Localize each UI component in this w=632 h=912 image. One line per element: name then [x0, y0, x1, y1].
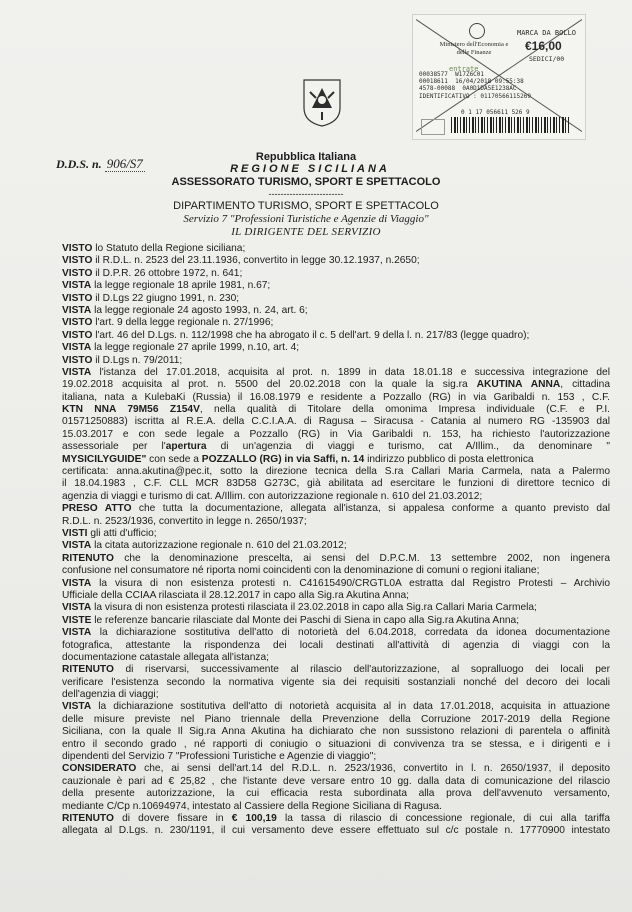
line-text: gli atti d'ufficio;	[87, 527, 157, 539]
line-text: l'art. 46 del D.Lgs. n. 112/1998 che ha abrogato il c. 5 dell'art. 9 della l. n. 217/83 (legge quadro);	[92, 329, 530, 341]
header-assessorato: ASSESSORATO TURISMO, SPORT E SPETTACOLO	[171, 176, 441, 188]
bold-keyword: RITENUTO	[62, 552, 114, 564]
body-line	[62, 255, 610, 267]
body-line	[62, 392, 610, 404]
body-line	[62, 813, 610, 825]
line-text: la legge regionale 27 aprile 1999, n.10, art. 4;	[91, 342, 300, 354]
line-text: che, ai sensi dell'art.14 del R.D.L. n. 2523/1936, convertito in l. n. 2650/1937, il deposito	[136, 763, 610, 775]
bold-keyword: PRESO ATTO	[62, 503, 132, 515]
body-line	[62, 466, 610, 478]
body-line	[62, 590, 610, 602]
line-text: l'istanza del 17.01.2018, acquisita al prot. n. 1899 in data 18.01.18 e successiva integrazione del	[91, 366, 610, 378]
line-text: di dovere fissare in	[113, 812, 232, 824]
bold-keyword: VISTA	[62, 280, 92, 292]
bold-keyword: € 100,19	[231, 812, 277, 824]
body-line	[62, 441, 610, 453]
body-line	[62, 379, 610, 391]
line-text: 15.03.2017 e con sede legale a Pozzallo (RG) in Via Garibaldi n. 153, ha richiesto l'autorizzazione	[62, 428, 610, 440]
header-region: REGIONE SICILIANA	[230, 163, 390, 175]
bold-keyword: KTN NNA 79M56 Z154V	[62, 404, 200, 416]
bold-keyword: VISTO	[62, 329, 93, 341]
line-text: di riservarsi, successivamente al rilascio dell'autorizzazione, al sopralluogo dei locali per	[113, 664, 610, 676]
body-line	[62, 503, 610, 515]
line-text: dipendenti del Servizio 7 "Professioni Turistiche e Agenzie di viaggio";	[62, 751, 377, 763]
body-line	[62, 280, 610, 292]
decree-label: D.D.S. n.	[56, 157, 102, 171]
body-line	[62, 751, 610, 763]
line-text: , nella qualità di Titolare della omonima Impresa individuale (C.F. e P.I.	[199, 404, 610, 416]
bold-keyword: MYSICILYGUIDE"	[62, 453, 147, 465]
line-text: delle misure previste nel Piano triennale della Prevenzione della Corruzione 2017-2019 della Regione	[62, 713, 610, 725]
line-text: 01571250883) iscritta al R.E.A. della C.C.I.A.A. di Ragusa – Siracusa - Catania al numero RG -135903 dal	[62, 416, 610, 428]
line-text: che la denominazione prescelta, ai sensi del D.P.C.M. 13 settembre 2002, non ingenera	[113, 552, 610, 564]
line-text: di un'agenzia di viaggi e turismo, cat A/Illim., da denominare "	[206, 441, 610, 453]
line-text: verificare l'esistenza secondo la normativa vigente sia dei requisiti sostanziali nonché del decoro dei locali	[62, 676, 610, 688]
stamp-amount-words: SEDICI/00	[529, 55, 565, 63]
bold-keyword: RITENUTO	[62, 664, 114, 676]
body-line	[62, 776, 610, 788]
body-line	[62, 602, 610, 614]
bold-keyword: VISTE	[62, 614, 92, 626]
body-line	[62, 540, 610, 552]
bold-keyword: VISTA	[62, 577, 92, 589]
line-text: il D.Lgs n. 79/2011;	[92, 354, 183, 366]
stamp-ministry: Ministero dell'Economia e delle Finanze	[439, 41, 509, 56]
line-text: certificata: anna.akutina@pec.it, sotto la direzione tecnica della S.ra Callari Maria Carmela, nata a Palermo	[62, 466, 610, 478]
body-line	[62, 367, 610, 379]
bold-keyword: VISTA	[62, 366, 92, 378]
line-text: le referenze bancarie rilasciate dal Monte dei Paschi di Siena in capo alla Sig.ra Akutina Anna;	[91, 614, 520, 626]
line-text: entro il secondo grado , né rapporti di coniugio o situazioni di convivenza tra se stessa, e i dirigenti e i	[62, 738, 610, 750]
line-text: italiana, nata a KulebaKi (Russia) il 16.08.1979 e residente a Pozzallo (RG) in via Garibaldi n. 153 , C.F.	[62, 391, 610, 403]
header-divider: -------------------------	[268, 189, 344, 199]
bold-keyword: VISTA	[62, 540, 92, 552]
body-line	[62, 701, 610, 713]
line-text: dell'agenzia di viaggi;	[62, 689, 159, 701]
decree-number-value: 906/S7	[106, 156, 143, 171]
body-line	[62, 801, 610, 813]
line-text: cauzionale è pari ad € 25,82 , che l'istante deve versare entro 10 gg. dalla data di comunicazione del rilascio	[62, 775, 610, 787]
line-text: mediante C/Cp n.10694974, intestato al Cassiere della Regione Siciliana di Ragusa.	[62, 800, 443, 812]
body-line	[62, 689, 610, 701]
bold-keyword: VISTA	[62, 627, 92, 639]
body-line	[62, 342, 610, 354]
header-department: DIPARTIMENTO TURISMO, SPORT E SPETTACOLO	[173, 200, 439, 212]
line-text: il D.Lgs 22 giugno 1991, n. 230;	[92, 292, 240, 304]
line-text: assessoriale per l'	[62, 441, 166, 453]
header-republic: Repubblica Italiana	[255, 151, 357, 163]
body-line	[62, 305, 610, 317]
body-line	[62, 293, 610, 305]
line-text: la dichiarazione sostitutiva dell'atto di notorietà acquisita al in data 17.01.2018, acquisita in attuazione	[91, 701, 610, 713]
state-seal-icon	[469, 23, 485, 39]
bold-keyword: CONSIDERATO	[62, 763, 137, 775]
line-text: lo Statuto della Regione siciliana;	[92, 243, 246, 254]
line-text: la tassa di rilascio di concessione regionale, di cui alla tariffa	[276, 812, 610, 824]
line-text: la legge regionale 18 aprile 1981, n.67;	[91, 280, 271, 292]
body-line	[62, 565, 610, 577]
bold-keyword: VISTO	[62, 317, 93, 329]
line-text: la legge regionale 24 agosto 1993, n. 24, art. 6;	[91, 304, 308, 316]
body-line	[62, 454, 610, 466]
body-line	[62, 627, 610, 639]
line-text: il D.P.R. 26 ottobre 1972, n. 641;	[92, 267, 243, 279]
body-line	[62, 739, 610, 751]
body-line	[62, 528, 610, 540]
bold-keyword: VISTA	[62, 304, 92, 316]
body-line	[62, 726, 610, 738]
body-line	[62, 553, 610, 565]
bold-keyword: VISTA	[62, 342, 92, 354]
line-text: , cittadina	[560, 379, 610, 391]
body-line	[62, 317, 610, 329]
line-text: la visura di non esistenza protesti n. C41615490/CRGTL0A estratta dal Registro Protesti – Archivio	[91, 577, 610, 589]
bold-keyword: VISTO	[62, 255, 93, 267]
bold-keyword: apertura	[165, 441, 207, 453]
stamp-qr-icon	[421, 119, 445, 135]
region-emblem-icon	[302, 78, 342, 128]
body-line	[62, 788, 610, 800]
body-line	[62, 429, 610, 441]
stamp-barcode-number: 0 1 17 056611 526 9	[461, 109, 530, 116]
line-text: l'art. 9 della legge regionale n. 27/1996;	[92, 317, 274, 329]
line-text: fotografica, attestante la rispondenza dei locali destinati all'attività di agenzia di viaggi con la	[62, 639, 610, 651]
body-line	[62, 491, 610, 503]
line-text: allegata al D.Lgs. n. 230/1191, il cui versamento deve essere effettuato sul c/c postale n. 17770900 intestato	[62, 825, 610, 837]
line-text: la visura di non esistenza protesti rilasciata il 23.02.2018 in capo alla Sig.ra Callari Maria Carmela;	[91, 602, 537, 614]
line-text: Ufficiale della CCIAA rilasciata il 28.12.2017 in capo alla Sig.ra Akutina Anna;	[62, 589, 409, 601]
body-line	[62, 578, 610, 590]
stamp-logo: entrate	[449, 65, 479, 73]
line-text: il R.D.L. n. 2523 del 23.11.1936, convertito in legge 30.12.1937, n.2650;	[92, 255, 420, 267]
body-line	[62, 640, 610, 652]
line-text: la citata autorizzazione regionale n. 610 del 21.03.2012;	[91, 540, 347, 552]
body-line	[62, 416, 610, 428]
body-line	[62, 615, 610, 627]
decree-body	[62, 243, 610, 838]
bold-keyword: AKUTINA ANNA	[476, 379, 561, 391]
line-text: R.D.L. n. 2523/1936, convertito in legge n. 2650/1937;	[62, 515, 307, 527]
bold-keyword: VISTA	[62, 701, 92, 713]
body-line	[62, 243, 610, 255]
line-text: agenzia di viaggi e turismo di cat. A/Illim. con autorizzazione regionale n. 610 del 21.03.2012;	[62, 490, 483, 502]
stamp-marca: MARCA DA BOLLO	[517, 29, 577, 37]
body-line	[62, 714, 610, 726]
line-text: 19.02.2018 acquisita al prot. n. 5500 del 20.02.2018 con la quale la sig.ra	[62, 379, 477, 391]
bold-keyword: VISTA	[62, 602, 92, 614]
line-text: documentazione catastale allegata all'istanza;	[62, 651, 269, 663]
stamp-codes: 00038577 W17Z6C01 00018611 16/04/2018 09:55:38 4578-00088 0A0D1DA5E1238AC IDENTIFICATIVO : 01170566115269	[419, 71, 531, 100]
header-service: Servizio 7 "Professioni Turistiche e Agenzie di Viaggio"	[183, 213, 429, 225]
body-line	[62, 825, 610, 837]
bold-keyword: VISTO	[62, 243, 93, 254]
body-line	[62, 404, 610, 416]
bold-keyword: VISTI	[62, 527, 88, 539]
stamp-price: €16,00	[525, 39, 562, 53]
line-text: il 18.04.1983 , C.F. CLL MCR 83D58 G273C, già abilitata ad esercitare le funzioni di direttore tecnico di	[62, 478, 610, 490]
revenue-stamp	[412, 14, 586, 140]
barcode-icon	[451, 117, 571, 133]
bold-keyword: VISTO	[62, 354, 93, 366]
body-line	[62, 330, 610, 342]
bold-keyword: RITENUTO	[62, 812, 114, 824]
body-line	[62, 664, 610, 676]
line-text: indirizzo pubblico di posta elettronica	[364, 453, 534, 465]
body-line	[62, 763, 610, 775]
body-line	[62, 355, 610, 367]
body-line	[62, 478, 610, 490]
bold-keyword: VISTO	[62, 267, 93, 279]
body-line	[62, 516, 610, 528]
body-line	[62, 677, 610, 689]
bold-keyword: POZZALLO (RG) in via Saffi, n. 14	[201, 453, 365, 465]
line-text: la dichiarazione sostitutiva dell'atto di notorietà del 6.04.2018, corredata da idonea documentazione	[91, 627, 610, 639]
body-line	[62, 268, 610, 280]
body-line	[62, 652, 610, 664]
line-text: con sede a	[146, 453, 202, 465]
bold-keyword: VISTO	[62, 292, 93, 304]
line-text: confusione nel consumatore né riporta nomi coincidenti con la denominazione di comuni o regioni italiane;	[62, 565, 540, 577]
line-text: che tutta la documentazione, allegata all'istanza, si appalesa conforme a quanto previsto dal	[131, 503, 610, 515]
line-text: della presente autorizzazione, la cui efficacia resta subordinata alla prova dell'avvenuto versamento,	[62, 788, 610, 800]
line-text: Siciliana, con la quale Il Sig.ra Anna Akutina ha dichiarato che non sussistono relazioni di parentela o affinità	[62, 726, 610, 738]
header-director: IL DIRIGENTE DEL SERVIZIO	[231, 226, 381, 238]
